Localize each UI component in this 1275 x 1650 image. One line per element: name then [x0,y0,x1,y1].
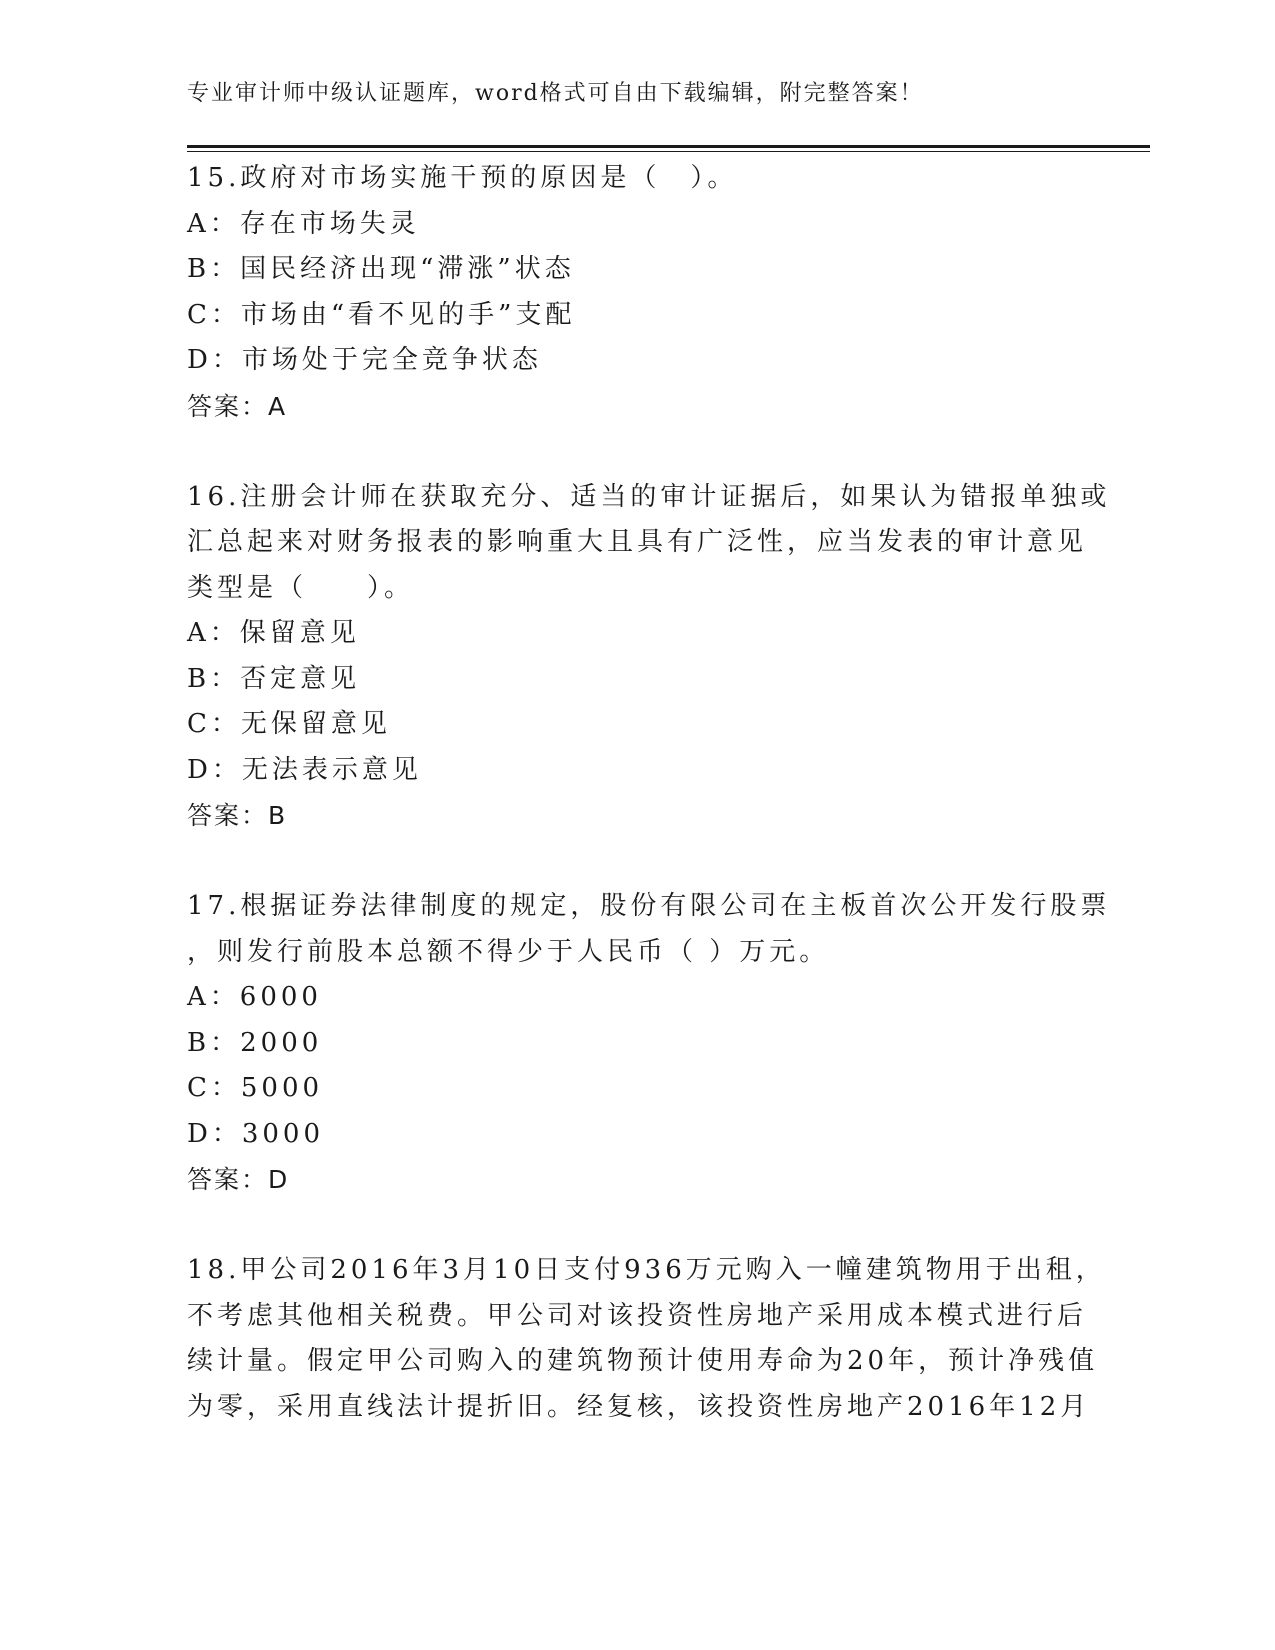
question-stem-line: 16.注册会计师在获取充分、适当的审计证据后，如果认为错报单独或 [187,481,1111,512]
question-stem-line: 不考虑其他相关税费。甲公司对该投资性房地产采用成本模式进行后 [187,1300,1088,1331]
question-stem-line: 续计量。假定甲公司购入的建筑物预计使用寿命为20年，预计净残值 [187,1346,1099,1376]
question-15 [187,156,1107,429]
spacer [187,429,1107,475]
header-rule-thick [187,145,1150,148]
option-b: B：2000 [187,1027,323,1058]
question-stem-line: 为零，采用直线法计提折旧。经复核，该投资性房地产2016年12月 [187,1391,1091,1422]
question-18 [187,1248,1107,1430]
question-stem-line: 类型是（ ）。 [187,572,415,603]
spacer [187,839,1107,885]
spacer [187,1203,1107,1249]
answer-line: 答案：B [187,801,288,830]
question-stem-line: 汇总起来对财务报表的影响重大且具有广泛性，应当发表的审计意见 [187,527,1088,557]
header-rule-thin [187,151,1150,152]
option-d: D：3000 [187,1118,325,1149]
option-b: B：否定意见 [187,663,361,694]
answer-line: 答案：A [187,391,288,421]
option-a: A：6000 [187,982,322,1012]
option-b: B：国民经济出现“滞涨”状态 [187,254,575,284]
question-17 [187,884,1111,1203]
question-stem-line: 15.政府对市场实施干预的原因是（ ）。 [187,163,738,193]
question-16 [187,475,1111,839]
option-c: C：5000 [187,1073,324,1103]
option-a: A：保留意见 [187,618,360,648]
option-c: C：无保留意见 [187,709,391,739]
question-stem-line: ，则发行前股本总额不得少于人民币（ ）万元。 [187,936,830,967]
option-d: D：市场处于完全竞争状态 [187,345,542,375]
answer-line: 答案：D [187,1165,290,1194]
question-stem-line: 17.根据证券法律制度的规定，股份有限公司在主板首次公开发行股票 [187,891,1111,921]
question-list [187,156,1111,1430]
option-c: C：市场由“看不见的手”支配 [187,299,576,330]
page-header: 专业审计师中级认证题库，word格式可自由下载编辑，附完整答案！ [187,81,924,106]
option-a: A：存在市场失灵 [187,208,420,239]
question-stem-line: 18.甲公司2016年3月10日支付936万元购入一幢建筑物用于出租， [187,1255,1106,1285]
option-d: D：无法表示意见 [187,754,422,785]
